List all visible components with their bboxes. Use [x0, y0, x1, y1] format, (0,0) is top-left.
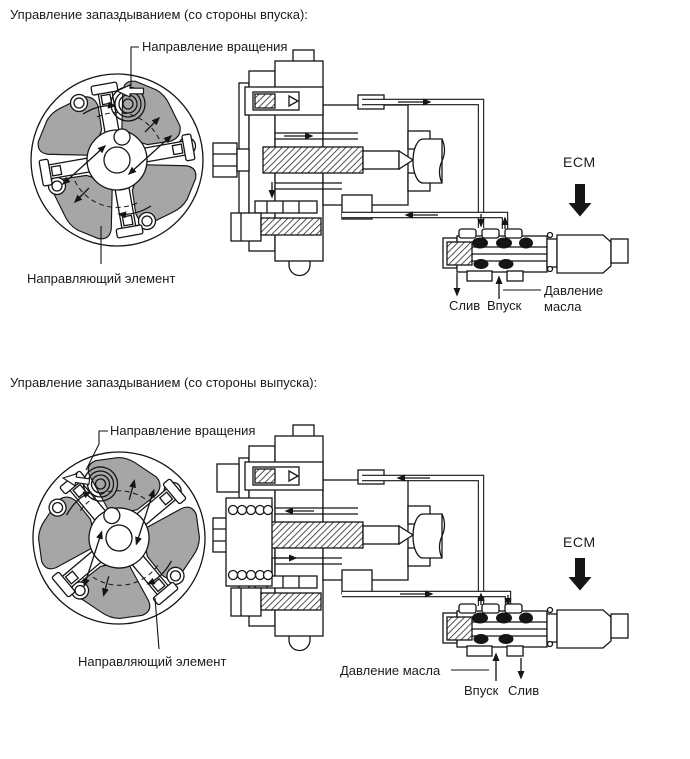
valve-port-labels	[340, 654, 539, 698]
diagram-title: Управление запаздыванием (со стороны впуска):	[10, 7, 308, 22]
ecm-label: ECM	[563, 154, 596, 170]
exhaust-retard-diagram	[1, 375, 628, 698]
oil-control-valve	[443, 604, 628, 656]
ecm-command-arrow-icon	[569, 184, 592, 217]
intake-retard-diagram	[10, 7, 628, 314]
oil-control-valve	[443, 229, 628, 281]
intake-label: Впуск	[487, 298, 522, 313]
ecm-command-arrow-icon	[569, 558, 592, 591]
oil-pressure-label: Давление	[544, 283, 604, 298]
cam-phaser-rotor	[1, 420, 238, 657]
camshaft-actuator-section	[213, 50, 445, 275]
guide-element-label: Направляющий элемент	[78, 654, 227, 669]
oil-pressure-label-2: масла	[544, 299, 582, 314]
rotation-direction-label: Направление вращения	[142, 39, 288, 54]
drain-label: Слив	[449, 298, 481, 313]
rotation-direction-label: Направление вращения	[110, 423, 256, 438]
cam-phaser-rotor	[30, 73, 203, 246]
drain-label: Слив	[508, 683, 540, 698]
intake-label: Впуск	[464, 683, 499, 698]
diagram-title: Управление запаздыванием (со стороны выпуска):	[10, 375, 318, 390]
guide-element-label: Направляющий элемент	[27, 271, 176, 286]
ecm-label: ECM	[563, 534, 596, 550]
oil-pressure-label: Давление масла	[340, 663, 441, 678]
